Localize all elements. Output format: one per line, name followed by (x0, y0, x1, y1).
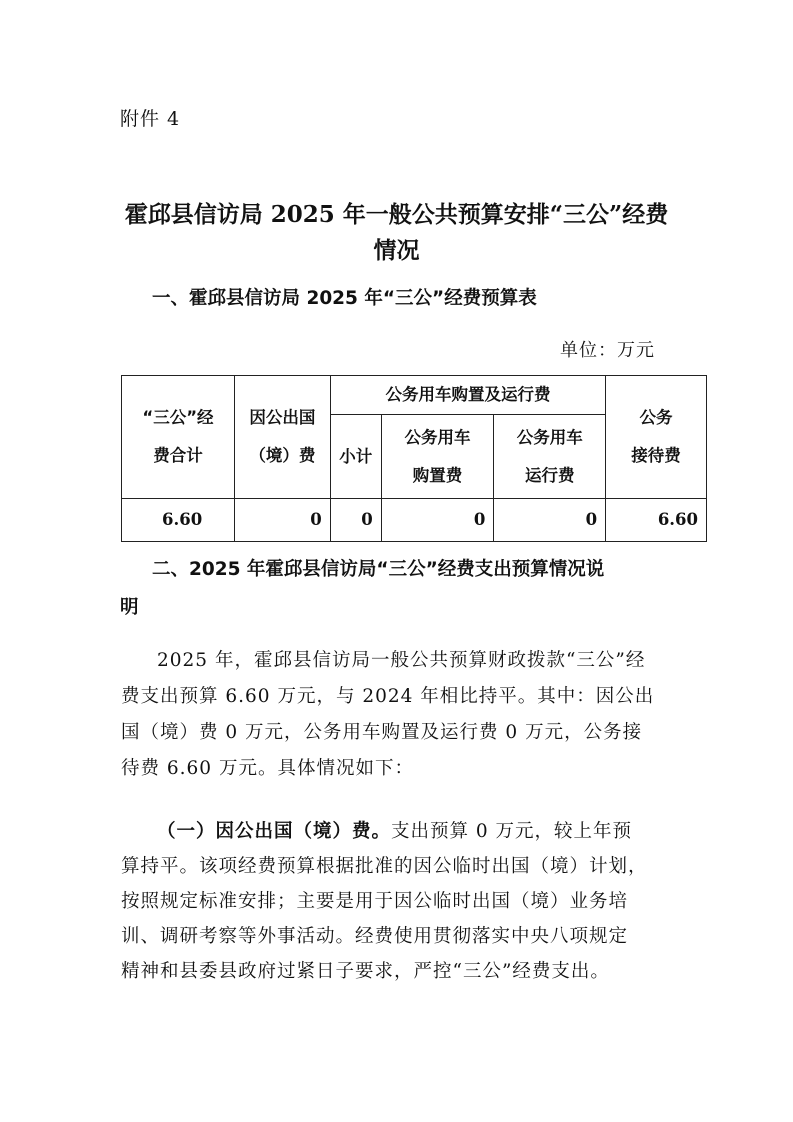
header-purchase-line-2: 购置费 (412, 465, 463, 485)
header-total-line-2: 费合计 (153, 446, 203, 465)
cell-subtotal: 0 (330, 499, 381, 542)
header-abroad-line-1: 因公出国 (249, 408, 316, 427)
header-subtotal: 小计 (330, 415, 381, 499)
paragraph-line: 待费 6.60 万元。具体情况如下： (121, 758, 414, 779)
header-purchase-line-1: 公务用车 (404, 427, 471, 447)
paragraph-line (121, 814, 697, 849)
header-operation-line-1: 公务用车 (516, 427, 583, 447)
table-row (122, 499, 707, 542)
cell-abroad: 0 (234, 499, 330, 542)
section-2-heading (120, 551, 697, 627)
header-abroad-line-2: （境）费 (249, 446, 316, 465)
paragraph-abroad-expense (121, 814, 697, 989)
table-header-row-1 (122, 376, 707, 415)
header-reception (606, 376, 707, 499)
section-1-heading: 一、霍邱县信访局 2025 年“三公”经费预算表 (152, 288, 537, 309)
header-operation-line-2: 运行费 (525, 465, 575, 485)
paragraph-line: 国（境）费 0 万元，公务用车购置及运行费 0 万元，公务接 (121, 722, 643, 743)
paragraph-line: 按照规定标准安排；主要是用于因公临时出国（境）业务培 (121, 891, 629, 912)
abroad-expense-lead: （一）因公出国（境）费。 (157, 821, 392, 842)
cell-reception: 6.60 (606, 499, 707, 542)
cell-total: 6.60 (122, 499, 235, 542)
header-vehicle-group: 公务用车购置及运行费 (330, 376, 605, 415)
budget-table (121, 375, 707, 542)
header-vehicle-purchase (381, 415, 494, 499)
paragraph-line: 算持平。该项经费预算根据批准的因公临时出国（境）计划， (121, 856, 648, 877)
header-reception-line-2: 接待费 (631, 446, 681, 465)
abroad-expense-lead-rest: 支出预算 0 万元，较上年预 (391, 821, 633, 842)
cell-purchase: 0 (381, 499, 494, 542)
unit-label: 单位：万元 (560, 340, 655, 361)
header-vehicle-operation (494, 415, 606, 499)
paragraph-line: 费支出预算 6.60 万元，与 2024 年相比持平。其中：因公出 (121, 686, 655, 707)
document-title-line-2: 情况 (373, 237, 420, 264)
cell-operation: 0 (494, 499, 606, 542)
header-total-line-1: “三公”经 (142, 408, 214, 427)
paragraph-summary (121, 643, 697, 787)
paragraph-line: 精神和县委县政府过紧日子要求，严控“三公”经费支出。 (121, 961, 610, 982)
header-abroad (234, 376, 330, 499)
attachment-label: 附件 4 (120, 108, 181, 130)
section-2-heading-line-2: 明 (120, 597, 139, 618)
paragraph-line: 2025 年，霍邱县信访局一般公共预算财政拨款“三公”经 (157, 650, 646, 671)
header-total (122, 376, 235, 499)
document-title-line-1: 霍邱县信访局 2025 年一般公共预算安排“三公”经费 (124, 201, 669, 228)
header-reception-line-1: 公务 (639, 408, 673, 427)
section-2-heading-line-1: 二、2025 年霍邱县信访局“三公”经费支出预算情况说 (152, 559, 605, 580)
paragraph-line: 训、调研考察等外事活动。经费使用贯彻落实中央八项规定 (121, 926, 629, 947)
